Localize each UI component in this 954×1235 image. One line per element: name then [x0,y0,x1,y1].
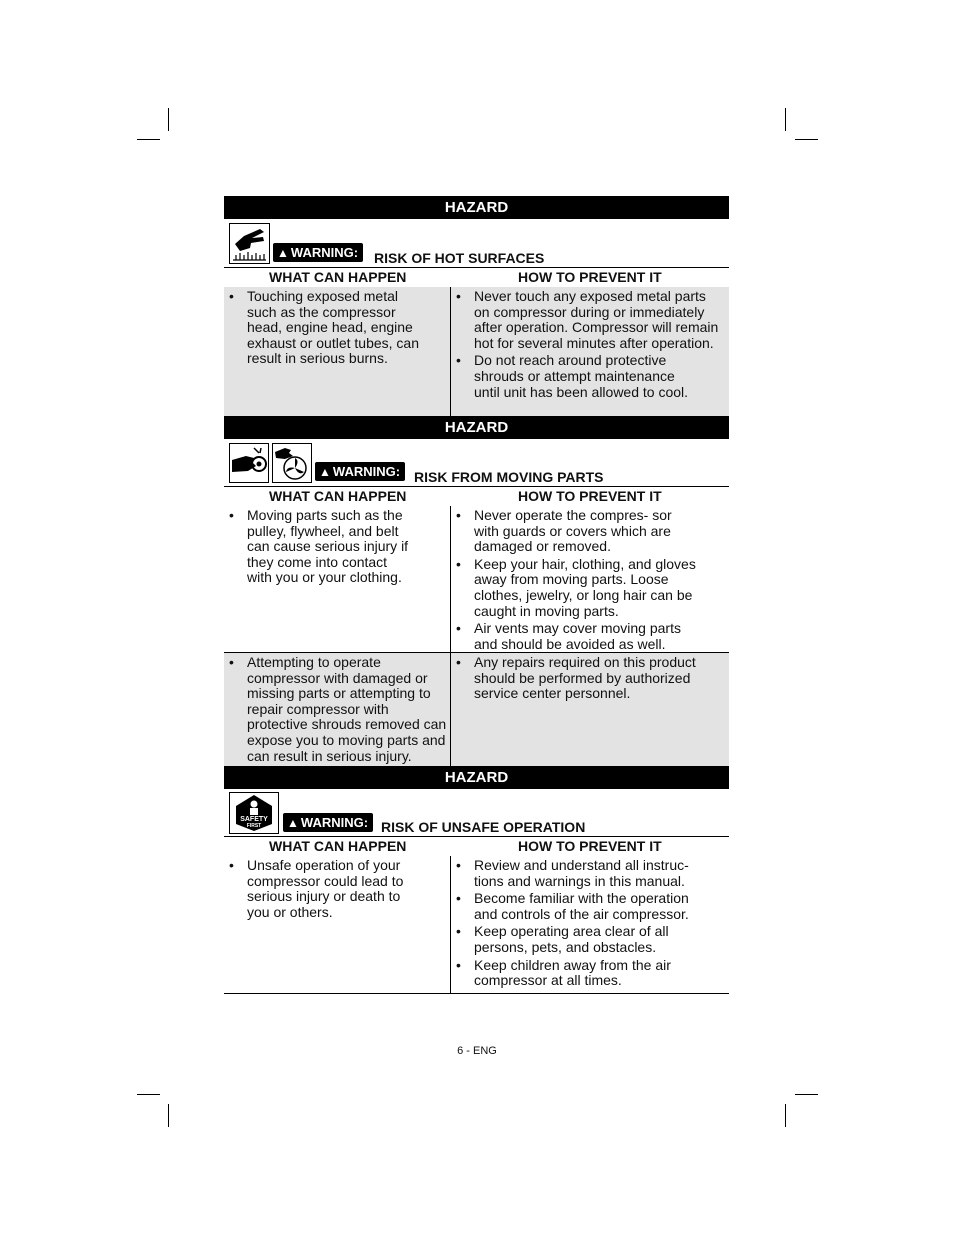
warning-badge [283,813,373,832]
what-can-happen-cell [224,287,450,418]
warning-triangle-icon: ▲ [319,465,331,479]
hazard-banner: HAZARD [224,196,729,219]
list-item: • Never operate the compres- sor with guards or covers which are damaged or removed. [451,508,679,555]
column-divider [450,506,451,766]
hazard-banner: HAZARD [224,416,729,439]
warning-badge [273,243,363,262]
what-can-happen-cell [224,506,450,654]
crop-mark [168,108,169,131]
list-item: • Unsafe operation of your compressor could lead to serious injury or death to you or others. [224,858,422,920]
warning-label: WARNING: [300,815,369,830]
hot-surface-hand-icon [229,223,270,264]
warning-triangle-icon: ▲ [277,246,289,260]
how-to-prevent-cell [451,287,729,418]
risk-title: RISK OF HOT SURFACES [374,250,545,266]
hand-fan-icon [272,443,312,483]
list-item: • Keep your hair, clothing, and gloves away from moving parts. Loose clothes, jewelry, or long hair can be caught in moving parts. [451,557,702,619]
list-item: • Any repairs required on this product should be performed by authorized service center personnel. [451,655,709,702]
list-item: • Touching exposed metal such as the compressor head, engine head, engine exhaust or outlet tubes, can result in serious burns. [224,289,427,367]
list-item: • Attempting to operate compressor with damaged or missing parts or attempting to repair compressor with protective shrouds removed can expose you to moving parts and can result in serious injury. [224,655,452,764]
column-header-row [224,836,729,857]
safety-icon-label: FIRST [246,823,262,829]
table-bottom-border [224,993,729,994]
warning-label: WARNING: [332,464,401,479]
what-can-happen-cell [224,856,450,995]
warning-triangle-icon: ▲ [287,816,299,830]
how-to-prevent-cell [451,856,729,995]
list-item: • Keep children away from the air compressor at all times. [451,958,674,989]
crop-mark [137,1094,160,1095]
what-can-happen-cell [224,653,450,768]
list-item: • Never touch any exposed metal parts on compressor during or immediately after operation. Compressor will remain hot for several minutes after operation. [451,289,719,351]
crop-mark [785,1104,786,1127]
crop-mark [785,108,786,131]
safety-first-icon [229,792,279,834]
crop-mark [168,1104,169,1127]
column-header-row [224,267,729,288]
risk-title: RISK FROM MOVING PARTS [414,469,604,485]
column-what-can-happen: WHAT CAN HAPPEN [269,269,407,285]
crop-mark [795,139,818,140]
page-number: 6 - ENG [457,1045,497,1057]
list-item: • Keep operating area clear of all persons, pets, and obstacles. [451,924,689,955]
column-how-to-prevent: HOW TO PREVENT IT [518,838,662,854]
safety-icon-label: SAFETY [240,816,268,823]
list-item: • Become familiar with the operation and controls of the air compressor. [451,891,709,922]
warning-label: WARNING: [290,245,359,260]
column-what-can-happen: WHAT CAN HAPPEN [269,838,407,854]
risk-title: RISK OF UNSAFE OPERATION [381,819,586,835]
hand-pulley-icon [229,443,269,483]
list-item: • Do not reach around protective shrouds or attempt maintenance until unit has been allowed to cool. [451,353,694,400]
crop-mark [795,1094,818,1095]
column-how-to-prevent: HOW TO PREVENT IT [518,269,662,285]
column-how-to-prevent: HOW TO PREVENT IT [518,488,662,504]
crop-mark [137,139,160,140]
hazard-banner: HAZARD [224,766,729,789]
column-divider [450,287,451,416]
list-item: • Moving parts such as the pulley, flywheel, and belt can cause serious injury if they come into contact with you or your clothing. [224,508,412,586]
how-to-prevent-cell [451,653,729,768]
column-header-row [224,486,729,507]
how-to-prevent-cell [451,506,729,654]
column-divider [450,856,451,994]
warning-badge [315,462,405,481]
list-item: • Review and understand all instruc- tions and warnings in this manual. [451,858,709,889]
column-what-can-happen: WHAT CAN HAPPEN [269,488,407,504]
list-item: • Air vents may cover moving parts and should be avoided as well. [451,621,694,652]
